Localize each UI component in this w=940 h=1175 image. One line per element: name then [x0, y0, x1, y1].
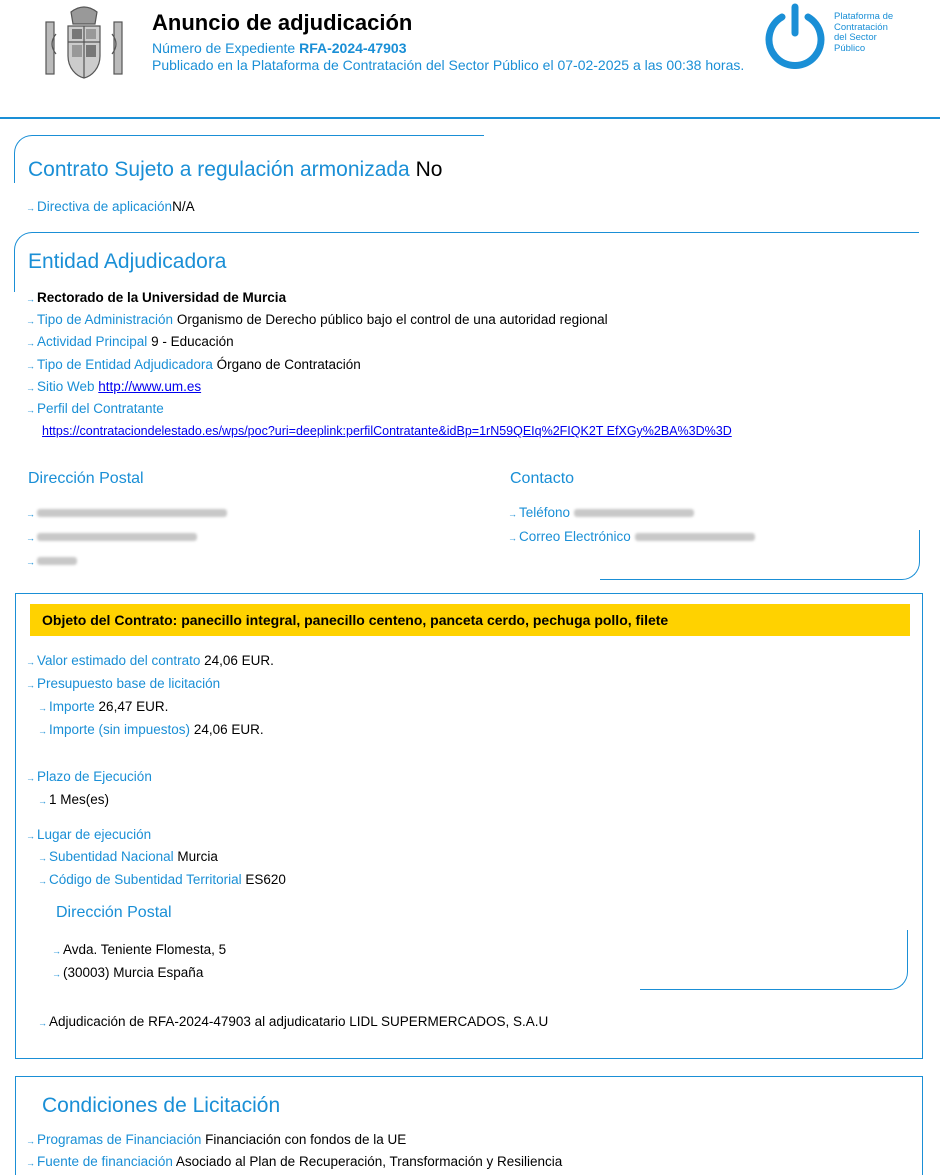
arrow-icon: →: [508, 533, 516, 543]
arrow-icon: →: [26, 203, 34, 213]
expediente-label: Número de Expediente: [152, 40, 296, 56]
arrow-icon: →: [26, 294, 34, 304]
presupuesto-row: [26, 676, 220, 693]
presupuesto-label: Presupuesto base de licitación: [37, 676, 221, 691]
direccion-frame: [640, 930, 908, 990]
coat-of-arms-logo: [38, 4, 130, 84]
published-line: Publicado en la Plataforma de Contratación del Sector Público el 07-02-2025 a las 00:38 horas.: [152, 57, 745, 73]
expediente-line: [152, 40, 407, 56]
perfil-label: Perfil del Contratante: [37, 401, 164, 416]
direccion-postal-title: Dirección Postal: [28, 470, 144, 487]
direccion-line: [26, 529, 197, 546]
platform-line: del Sector: [834, 32, 877, 43]
web-link[interactable]: http://www.um.es: [98, 379, 202, 394]
arrow-icon: →: [26, 1158, 34, 1168]
header-divider: [0, 117, 940, 119]
perfil-link[interactable]: https://contrataciondelestado.es/wps/poc?uri=deeplink:perfilContratante&idBp=1rN59QEIq%2FIQK2T EfXGy%2BA%3D%3D: [42, 424, 732, 438]
arrow-icon: →: [26, 680, 34, 690]
arrow-icon: →: [26, 383, 34, 393]
page-title: Anuncio de adjudicación: [152, 10, 413, 35]
platform-line: Público: [834, 42, 866, 54]
contrato-title: [28, 158, 442, 182]
lugar-label: Lugar de ejecución: [37, 827, 152, 842]
arrow-icon: →: [26, 1136, 34, 1146]
programas-label: Programas de Financiación: [37, 1132, 202, 1147]
perfil-row-link: [42, 423, 732, 439]
fuente-row: [26, 1154, 562, 1171]
actividad-value: 9 - Educación: [151, 334, 234, 349]
importe-sin-label: Importe (sin impuestos): [49, 722, 191, 737]
codigo-label: Código de Subentidad Territorial: [49, 872, 242, 887]
valor-label: Valor estimado del contrato: [37, 653, 201, 668]
telefono-row: [508, 505, 694, 522]
condiciones-title: Condiciones de Licitación: [42, 1094, 281, 1117]
subentidad-value: Murcia: [177, 849, 218, 864]
perfil-row: [26, 401, 164, 418]
direccion-line: [26, 553, 77, 570]
arrow-icon: →: [52, 969, 60, 979]
entidad-title: Entidad Adjudicadora: [28, 250, 227, 273]
arrow-icon: →: [26, 831, 34, 841]
programas-row: [26, 1132, 406, 1149]
adjudicacion-text: Adjudicación de RFA-2024-47903 al adjudicatario LIDL SUPERMERCADOS, S.A.U: [49, 1014, 549, 1029]
plazo-label: Plazo de Ejecución: [37, 769, 152, 784]
arrow-icon: →: [38, 876, 46, 886]
codigo-value: ES620: [245, 872, 286, 887]
arrow-icon: →: [38, 853, 46, 863]
correo-label: Correo Electrónico: [519, 529, 631, 544]
arrow-icon: →: [26, 316, 34, 326]
programas-value: Financiación con fondos de la UE: [205, 1132, 407, 1147]
arrow-icon: →: [508, 509, 516, 519]
directiva-label: Directiva de aplicación: [37, 199, 173, 214]
importe-row: [38, 699, 168, 716]
valor-row: [26, 653, 274, 670]
arrow-icon: →: [26, 657, 34, 667]
expediente-value: RFA-2024-47903: [299, 40, 407, 56]
redacted-text: [574, 509, 694, 517]
codigo-row: [38, 872, 286, 889]
tipo-entidad-row: [26, 357, 361, 374]
platform-line: Contratación: [834, 21, 888, 33]
lugar-direccion-title: Dirección Postal: [56, 904, 172, 921]
tipo-entidad-value: Órgano de Contratación: [216, 357, 361, 372]
arrow-icon: →: [26, 773, 34, 783]
contacto-title: Contacto: [510, 470, 575, 487]
importe-sin-row: [38, 722, 264, 739]
arrow-icon: →: [26, 361, 34, 371]
tipo-admin-row: [26, 312, 608, 329]
actividad-label: Actividad Principal: [37, 334, 148, 349]
arrow-icon: →: [38, 726, 46, 736]
arrow-icon: →: [38, 796, 46, 806]
importe-sin-value: 24,06 EUR.: [193, 722, 264, 737]
redacted-text: [37, 557, 77, 565]
plazo-value: 1 Mes(es): [49, 792, 110, 807]
adjudicacion-row: [38, 1014, 548, 1031]
subentidad-row: [38, 849, 218, 866]
telefono-label: Teléfono: [519, 505, 571, 520]
redacted-text: [635, 533, 755, 541]
web-label: Sitio Web: [37, 379, 95, 394]
arrow-icon: →: [52, 946, 60, 956]
tipo-admin-label: Tipo de Administración: [37, 312, 174, 327]
lugar-direccion-line: [52, 965, 203, 982]
correo-row: [508, 529, 755, 546]
fuente-value: Asociado al Plan de Recuperación, Transformación y Resiliencia: [175, 1154, 563, 1169]
arrow-icon: →: [26, 533, 34, 543]
direccion-line2: (30003) Murcia España: [63, 965, 204, 980]
plazo-value-row: [38, 792, 109, 809]
entidad-name: [26, 290, 286, 307]
direccion-line: [26, 505, 227, 522]
subentidad-label: Subentidad Nacional: [49, 849, 174, 864]
redacted-text: [37, 533, 197, 541]
contrato-title-value: No: [415, 158, 443, 181]
importe-value: 26,47 EUR.: [98, 699, 169, 714]
objeto-title: Objeto del Contrato: panecillo integral, panecillo centeno, panceta cerdo, pechuga pollo, filete: [30, 604, 910, 636]
platform-name: [834, 12, 934, 54]
lugar-row: [26, 827, 151, 844]
arrow-icon: →: [26, 557, 34, 567]
fuente-label: Fuente de financiación: [37, 1154, 173, 1169]
page-header: [0, 0, 940, 112]
directiva-row: [26, 199, 195, 216]
arrow-icon: →: [26, 509, 34, 519]
directiva-value: N/A: [172, 199, 195, 214]
actividad-row: [26, 334, 234, 351]
tipo-entidad-label: Tipo de Entidad Adjudicadora: [37, 357, 213, 372]
importe-label: Importe: [49, 699, 95, 714]
platform-line: Plataforma de: [834, 11, 894, 22]
redacted-text: [37, 509, 227, 517]
tipo-admin-value: Organismo de Derecho público bajo el control de una autoridad regional: [176, 312, 608, 327]
arrow-icon: →: [26, 405, 34, 415]
contrato-title-label: Contrato Sujeto a regulación armonizada: [28, 158, 410, 181]
arrow-icon: →: [38, 703, 46, 713]
lugar-direccion-line: [52, 942, 226, 959]
entidad-name-value: Rectorado de la Universidad de Murcia: [37, 290, 287, 305]
valor-value: 24,06 EUR.: [204, 653, 274, 668]
direccion-line1: Avda. Teniente Flomesta, 5: [63, 942, 227, 957]
web-row: [26, 379, 201, 396]
plazo-row: [26, 769, 152, 786]
arrow-icon: →: [38, 1018, 46, 1028]
arrow-icon: →: [26, 338, 34, 348]
platform-power-logo: [760, 3, 830, 69]
